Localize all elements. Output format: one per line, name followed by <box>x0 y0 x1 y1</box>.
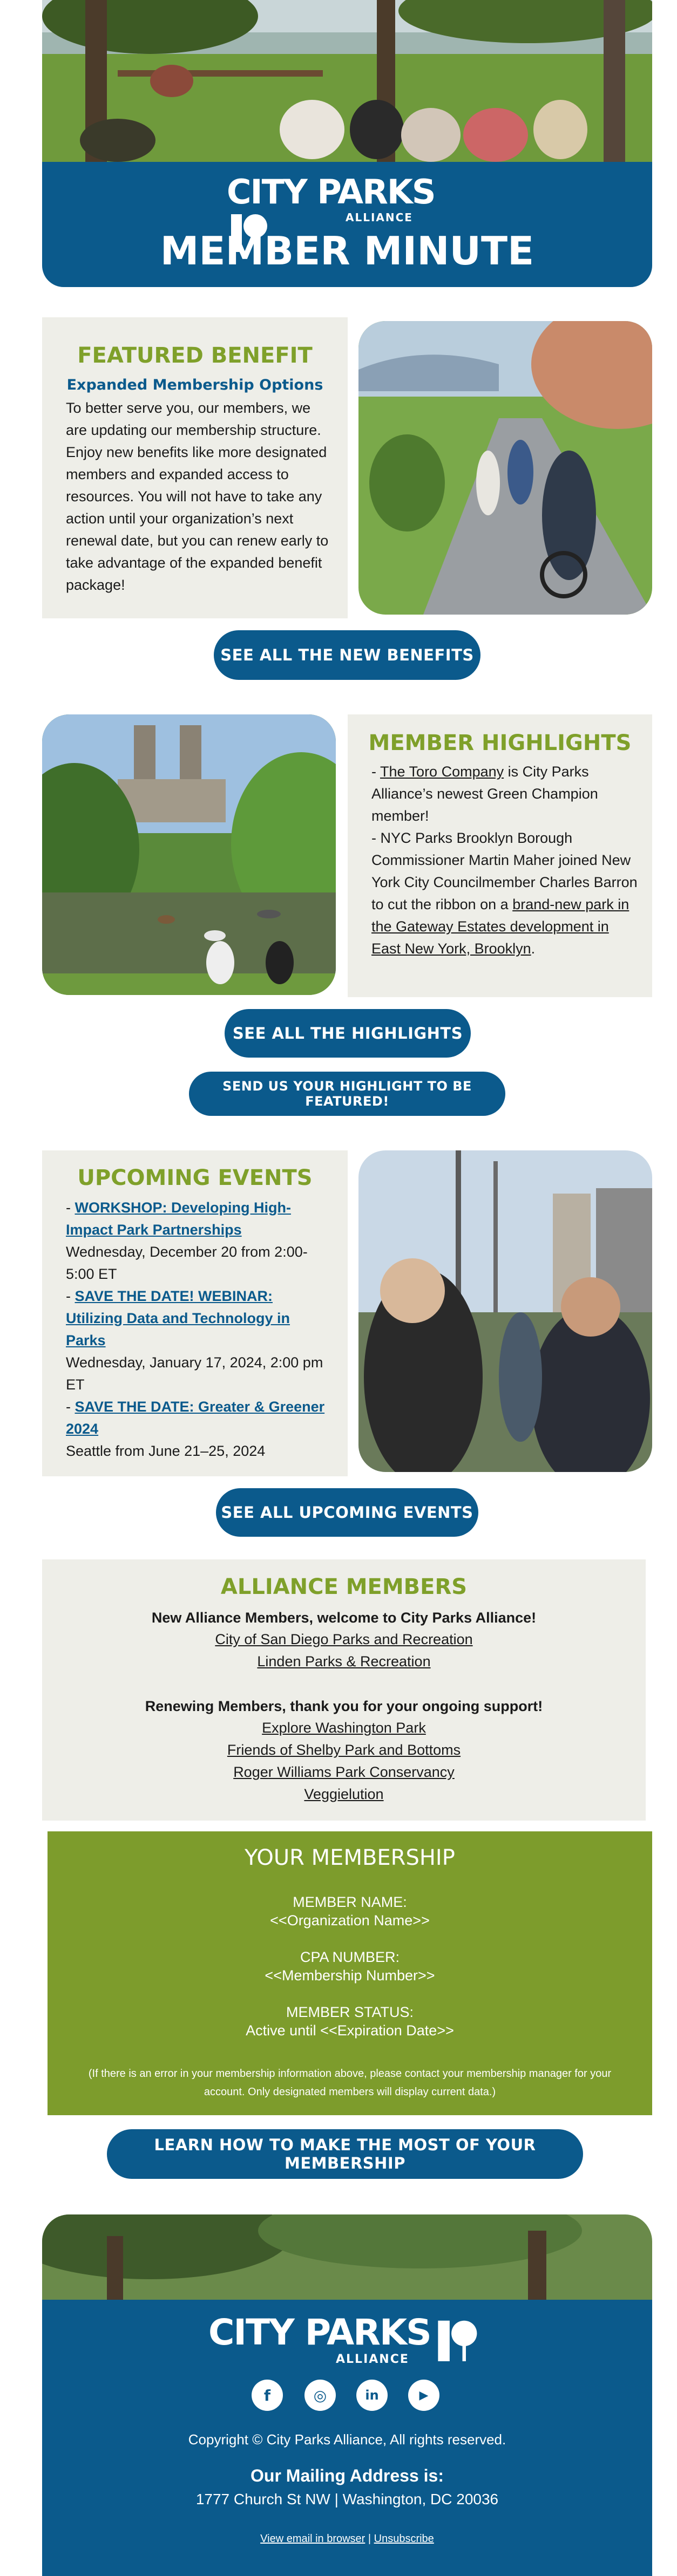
featured-cyclists-photo <box>358 321 652 615</box>
member-link[interactable]: Friends of Shelby Park and Bottoms <box>227 1742 461 1758</box>
membership-details <box>48 1893 652 2040</box>
member-name-label: MEMBER NAME: <box>293 1894 407 1910</box>
event-3-detail: Seattle from June 21–25, 2024 <box>66 1443 266 1459</box>
youtube-icon[interactable]: ▶ <box>408 2380 439 2411</box>
see-new-benefits-button[interactable]: SEE ALL THE NEW BENEFITS <box>214 630 480 680</box>
member-status-value: Active until <<Expiration Date>> <box>246 2022 454 2039</box>
highlights-item-1-prefix: - <box>371 764 381 780</box>
member-name-value: <<Organization Name>> <box>270 1912 430 1928</box>
event-3-link[interactable]: SAVE THE DATE: Greater & Greener 2024 <box>66 1399 325 1437</box>
event-2-detail: Wednesday, January 17, 2024, 2:00 pm ET <box>66 1354 323 1393</box>
event-1-link[interactable]: WORKSHOP: Developing High-Impact Park Partnerships <box>66 1200 291 1238</box>
member-link[interactable]: City of San Diego Parks and Recreation <box>215 1631 473 1647</box>
header-photo <box>42 0 652 163</box>
footer-links <box>42 2533 652 2545</box>
highlights-item-2 <box>371 827 639 960</box>
send-highlight-button[interactable]: SEND US YOUR HIGHLIGHT TO BE FEATURED! <box>189 1072 505 1116</box>
member-link[interactable]: Explore Washington Park <box>262 1720 426 1736</box>
linkedin-icon[interactable]: in <box>356 2380 388 2411</box>
footer-logo[interactable] <box>208 2312 489 2369</box>
events-conference-photo <box>358 1150 652 1472</box>
event-1-prefix: - <box>66 1200 75 1216</box>
featured-body: To better serve you, our members, we are updating our membership structure. Enjoy new benefits like more designated members and expanded access to resources. You will not have to take any action until your organization’s next renewal date, but you can renew early to take advantage of the expanded benefit package! <box>66 400 329 593</box>
header-logo[interactable] <box>227 172 470 224</box>
mailing-label: Our Mailing Address is: <box>251 2466 444 2485</box>
member-status-label: MEMBER STATUS: <box>286 2004 414 2020</box>
footer-logo-subtitle: ALLIANCE <box>336 2353 409 2366</box>
featured-heading: FEATURED BENEFIT <box>77 343 313 368</box>
logo-subtitle: ALLIANCE <box>346 211 413 224</box>
mailing-address: 1777 Church St NW | Washington, DC 20036 <box>195 2491 499 2507</box>
alliance-heading: ALLIANCE MEMBERS <box>220 1575 468 1599</box>
view-in-browser-link[interactable]: View email in browser <box>260 2533 365 2545</box>
highlights-heading: MEMBER HIGHLIGHTS <box>368 731 632 755</box>
brooklyn-park-link[interactable]: brand-new park in the Gateway Estates development in East New York, Brooklyn <box>371 896 629 957</box>
copyright-text: Copyright © City Parks Alliance, All rights reserved. <box>188 2431 506 2448</box>
event-3-prefix: - <box>66 1399 75 1415</box>
alliance-new-label: New Alliance Members, welcome to City Parks Alliance! <box>151 1610 537 1626</box>
alliance-renew-label: Renewing Members, thank you for your ongoing support! <box>145 1698 543 1714</box>
footer-photo <box>42 2214 652 2301</box>
cpa-number-value: <<Membership Number>> <box>265 1967 435 1984</box>
see-all-events-button[interactable]: SEE ALL UPCOMING EVENTS <box>216 1488 478 1537</box>
event-2-prefix: - <box>66 1288 75 1304</box>
page-title: MEMBER MINUTE <box>160 228 534 274</box>
event-2-link[interactable]: SAVE THE DATE! WEBINAR: Utilizing Data and Technology in Parks <box>66 1288 290 1348</box>
footer-link-separator: | <box>365 2533 374 2545</box>
toro-company-link[interactable]: The Toro Company <box>380 764 504 780</box>
events-list <box>66 1197 330 1462</box>
instagram-icon[interactable]: ◎ <box>304 2380 336 2411</box>
alliance-new-list <box>42 1628 646 1673</box>
events-heading: UPCOMING EVENTS <box>77 1166 313 1190</box>
event-item-3 <box>66 1396 330 1462</box>
alliance-renew-list <box>42 1717 646 1805</box>
member-link[interactable]: Roger Williams Park Conservancy <box>233 1764 455 1780</box>
footer-logo-text: CITY PARKS <box>208 2312 431 2353</box>
member-link[interactable]: Veggielution <box>304 1786 384 1802</box>
highlights-item-2-suffix: . <box>531 941 536 957</box>
event-item-1 <box>66 1197 330 1285</box>
membership-note: (If there is an error in your membership information above, please contact your membership manager for your account. Only designated members will display current data.) <box>88 2068 612 2098</box>
membership-heading: YOUR MEMBERSHIP <box>245 1845 455 1870</box>
event-item-2 <box>66 1285 330 1396</box>
logo-text: CITY PARKS <box>227 172 435 212</box>
member-link[interactable]: Linden Parks & Recreation <box>257 1653 431 1669</box>
highlights-item-1-rest: is City Parks Alliance’s newest Green Champion member! <box>371 764 598 824</box>
unsubscribe-link[interactable]: Unsubscribe <box>374 2533 434 2545</box>
featured-subheading: Expanded Membership Options <box>66 377 323 393</box>
highlights-item-2-prefix: - NYC Parks Brooklyn Borough Commissioner Martin Maher joined New York City Councilmember Charles Barron to cut the ribbon on a <box>371 830 638 912</box>
highlights-park-photo <box>42 714 336 995</box>
facebook-icon[interactable]: f <box>252 2380 283 2411</box>
learn-membership-button[interactable]: LEARN HOW TO MAKE THE MOST OF YOUR MEMBERSHIP <box>107 2129 583 2179</box>
cpa-number-label: CPA NUMBER: <box>300 1949 400 1965</box>
footer-logo-tree-icon <box>438 2315 479 2363</box>
see-all-highlights-button[interactable]: SEE ALL THE HIGHLIGHTS <box>225 1009 471 1058</box>
highlights-item-1 <box>371 761 639 827</box>
event-1-detail: Wednesday, December 20 from 2:00-5:00 ET <box>66 1244 308 1282</box>
